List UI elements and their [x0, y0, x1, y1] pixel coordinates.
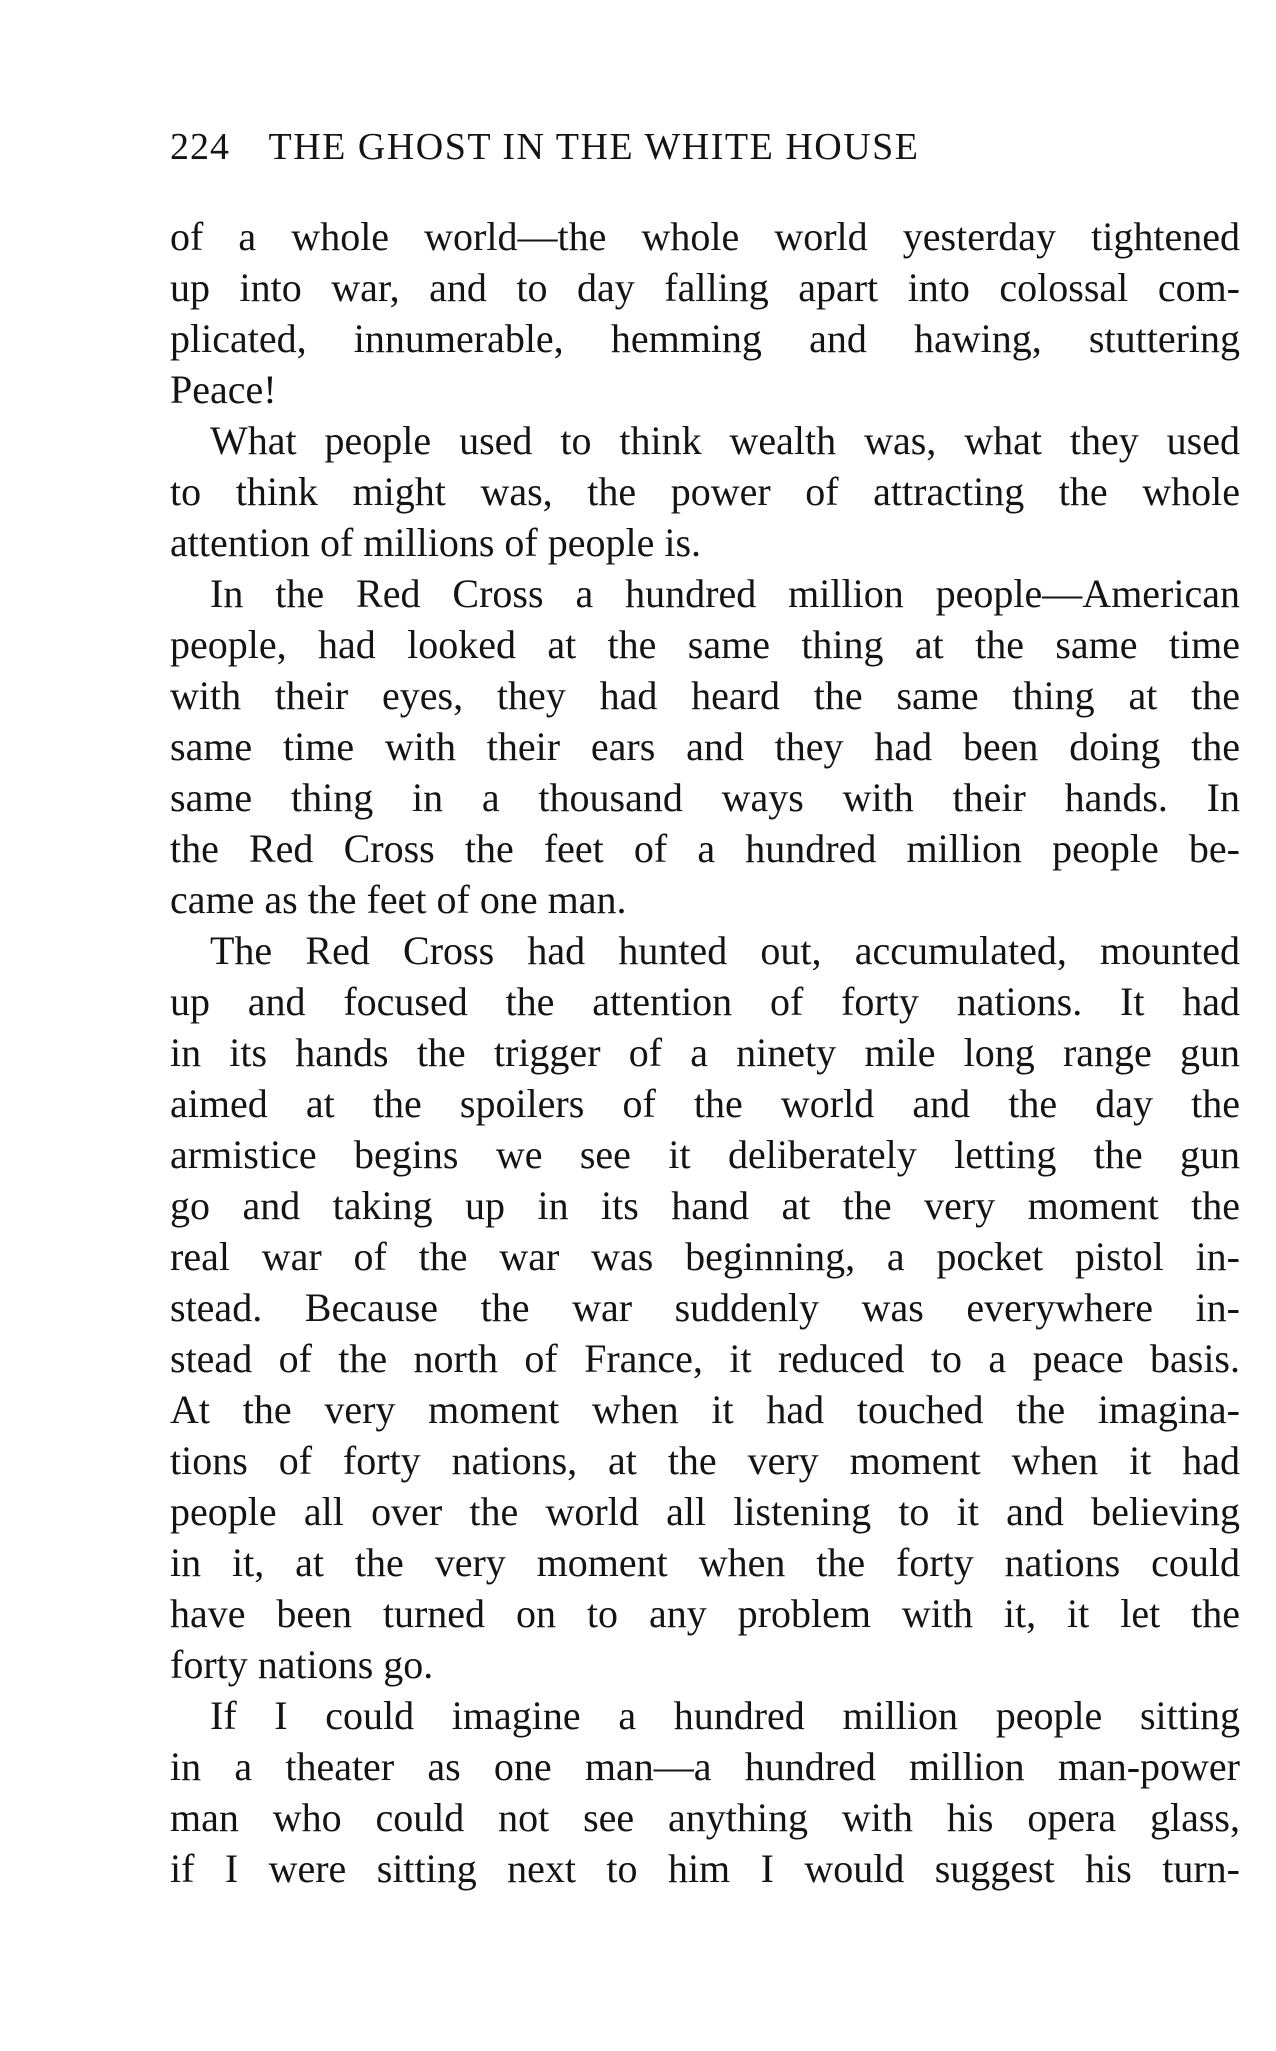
text-line: stead. Because the war suddenly was everywhere in-: [170, 1285, 1240, 1330]
text-line: real war of the war was beginning, a pocket pistol in-: [170, 1234, 1240, 1279]
text-line: same thing in a thousand ways with their hands. In: [170, 775, 1240, 820]
text-line: forty nations go.: [170, 1642, 434, 1687]
text-line: have been turned on to any problem with it, it let the: [170, 1591, 1240, 1636]
text-line: plicated, innumerable, hemming and hawing, stuttering: [170, 316, 1240, 361]
text-line: if I were sitting next to him I would suggest his turn-: [170, 1846, 1240, 1891]
text-line: go and taking up in its hand at the very moment the: [170, 1183, 1240, 1228]
text-line: with their eyes, they had heard the same thing at the: [170, 673, 1240, 718]
text-line: of a whole world—the whole world yesterday tightened: [170, 214, 1240, 259]
text-line: stead of the north of France, it reduced to a peace basis.: [170, 1336, 1240, 1381]
text-line: tions of forty nations, at the very moment when it had: [170, 1438, 1240, 1483]
text-line: in it, at the very moment when the forty nations could: [170, 1540, 1240, 1585]
text-line: In the Red Cross a hundred million people—American: [210, 571, 1240, 616]
text-line: At the very moment when it had touched the imagina-: [170, 1387, 1240, 1432]
running-title: THE GHOST IN THE WHITE HOUSE: [268, 126, 920, 168]
text-line: in its hands the trigger of a ninety mile long range gun: [170, 1030, 1240, 1075]
text-line: people, had looked at the same thing at the same time: [170, 622, 1240, 667]
text-line: attention of millions of people is.: [170, 520, 702, 565]
text-line: people all over the world all listening to it and believing: [170, 1489, 1240, 1534]
text-line: What people used to think wealth was, what they used: [210, 418, 1240, 463]
running-head: [170, 122, 1115, 172]
text-line: If I could imagine a hundred million people sitting: [210, 1693, 1240, 1738]
text-line: Peace!: [170, 367, 277, 412]
text-line: to think might was, the power of attracting the whole: [170, 469, 1240, 514]
page-number: 224: [170, 126, 230, 168]
text-line: armistice begins we see it deliberately letting the gun: [170, 1132, 1240, 1177]
text-line: aimed at the spoilers of the world and the day the: [170, 1081, 1240, 1126]
text-line: man who could not see anything with his opera glass,: [170, 1795, 1240, 1840]
text-line: came as the feet of one man.: [170, 877, 627, 922]
text-line: up and focused the attention of forty nations. It had: [170, 979, 1240, 1024]
text-line: same time with their ears and they had been doing the: [170, 724, 1240, 769]
text-line: in a theater as one man—a hundred million man-power: [170, 1744, 1240, 1789]
text-line: The Red Cross had hunted out, accumulated, mounted: [210, 928, 1240, 973]
text-line: the Red Cross the feet of a hundred million people be-: [170, 826, 1240, 871]
body-text: [170, 211, 1240, 1894]
text-line: up into war, and to day falling apart into colossal com-: [170, 265, 1240, 310]
